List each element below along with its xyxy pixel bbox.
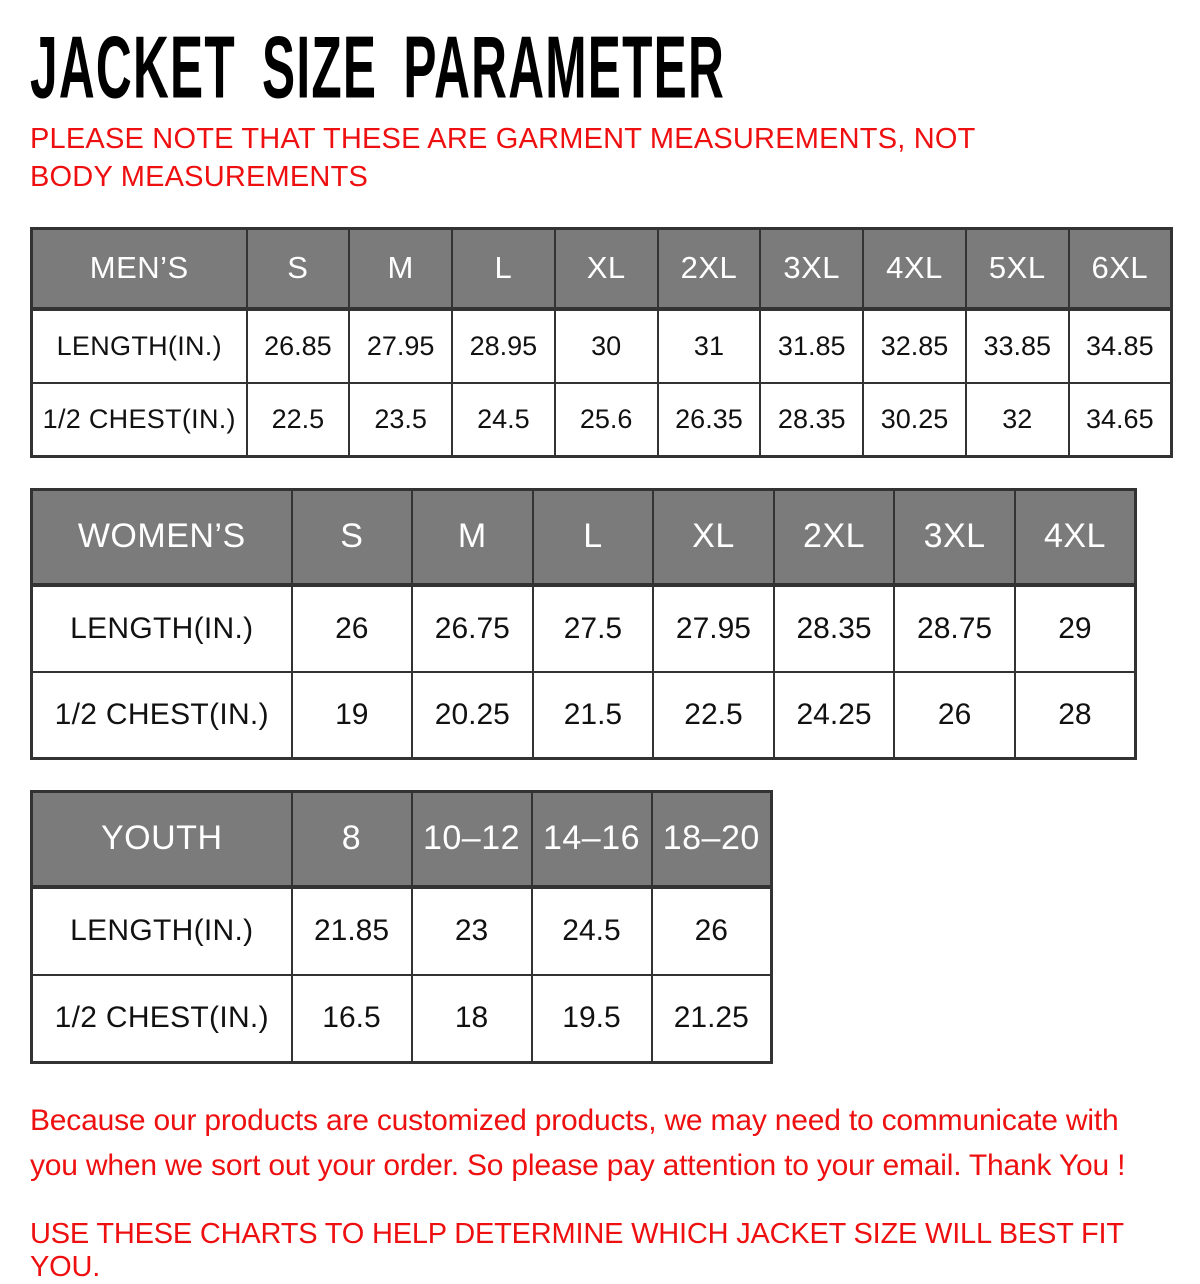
size-header-cell: L xyxy=(533,489,654,585)
table-header-row xyxy=(32,791,772,887)
table-row xyxy=(32,383,1172,457)
size-header-cell: 3XL xyxy=(894,489,1015,585)
table-row xyxy=(32,887,772,975)
size-header-cell: 18–20 xyxy=(652,791,772,887)
page-title: JACKET SIZE PARAMETER xyxy=(30,18,726,117)
measurement-value-cell: 31 xyxy=(658,309,761,383)
size-header-cell: 8 xyxy=(292,791,412,887)
size-header-cell: S xyxy=(247,228,350,309)
measurement-value-cell: 28 xyxy=(1015,672,1136,759)
measurement-label-cell: 1/2 CHEST(IN.) xyxy=(32,975,292,1063)
size-table-mens xyxy=(30,227,1173,458)
measurement-value-cell: 32 xyxy=(966,383,1069,457)
size-header-cell: 4XL xyxy=(1015,489,1136,585)
table-row xyxy=(32,585,1136,672)
size-header-cell: 3XL xyxy=(760,228,863,309)
measurement-value-cell: 28.75 xyxy=(894,585,1015,672)
measurement-value-cell: 30 xyxy=(555,309,658,383)
measurement-value-cell: 24.5 xyxy=(532,887,652,975)
measurement-value-cell: 28.95 xyxy=(452,309,555,383)
table-group-name: MEN’S xyxy=(32,228,247,309)
measurement-value-cell: 23 xyxy=(412,887,532,975)
size-header-cell: 14–16 xyxy=(532,791,652,887)
table-row xyxy=(32,672,1136,759)
measurement-value-cell: 30.25 xyxy=(863,383,966,457)
size-header-cell: XL xyxy=(653,489,774,585)
measurement-value-cell: 25.6 xyxy=(555,383,658,457)
measurement-value-cell: 26 xyxy=(652,887,772,975)
measurement-value-cell: 21.25 xyxy=(652,975,772,1063)
table-row xyxy=(32,975,772,1063)
measurement-label-cell: 1/2 CHEST(IN.) xyxy=(32,383,247,457)
measurement-value-cell: 24.25 xyxy=(774,672,895,759)
size-header-cell: 2XL xyxy=(774,489,895,585)
size-header-cell: S xyxy=(292,489,413,585)
size-tables-container xyxy=(0,227,1200,1064)
footer-communication-note: Because our products are customized products, we may need to communicate with you when we sort out your order. So please pay attention to your email. Thank You ! xyxy=(30,1103,1126,1182)
measurement-value-cell: 19.5 xyxy=(532,975,652,1063)
measurement-value-cell: 26.85 xyxy=(247,309,350,383)
size-header-cell: 6XL xyxy=(1069,228,1172,309)
table-header-row xyxy=(32,489,1136,585)
measurement-value-cell: 29 xyxy=(1015,585,1136,672)
size-header-cell: XL xyxy=(555,228,658,309)
measurement-value-cell: 26 xyxy=(292,585,413,672)
measurement-value-cell: 27.95 xyxy=(653,585,774,672)
size-chart-page xyxy=(0,18,1200,1283)
measurement-value-cell: 26.75 xyxy=(412,585,533,672)
measurement-value-cell: 27.5 xyxy=(533,585,654,672)
size-header-cell: 4XL xyxy=(863,228,966,309)
measurement-value-cell: 24.5 xyxy=(452,383,555,457)
size-header-cell: M xyxy=(349,228,452,309)
measurement-value-cell: 26.35 xyxy=(658,383,761,457)
measurement-value-cell: 31.85 xyxy=(760,309,863,383)
size-header-cell: M xyxy=(412,489,533,585)
measurement-label-cell: LENGTH(IN.) xyxy=(32,309,247,383)
measurement-value-cell: 16.5 xyxy=(292,975,412,1063)
table-group-name: YOUTH xyxy=(32,791,292,887)
size-header-cell: 5XL xyxy=(966,228,1069,309)
measurement-label-cell: 1/2 CHEST(IN.) xyxy=(32,672,292,759)
size-table-womens xyxy=(30,488,1137,760)
measurement-value-cell: 21.85 xyxy=(292,887,412,975)
measurement-value-cell: 28.35 xyxy=(774,585,895,672)
measurement-value-cell: 32.85 xyxy=(863,309,966,383)
table-group-name: WOMEN’S xyxy=(32,489,292,585)
measurement-value-cell: 28.35 xyxy=(760,383,863,457)
size-header-cell: 2XL xyxy=(658,228,761,309)
table-header-row xyxy=(32,228,1172,309)
footer-usage-note: USE THESE CHARTS TO HELP DETERMINE WHICH JACKET SIZE WILL BEST FIT YOU. xyxy=(30,1217,1124,1283)
measurement-value-cell: 22.5 xyxy=(653,672,774,759)
measurement-label-cell: LENGTH(IN.) xyxy=(32,887,292,975)
measurement-value-cell: 19 xyxy=(292,672,413,759)
measurement-value-cell: 34.85 xyxy=(1069,309,1172,383)
measurement-value-cell: 21.5 xyxy=(533,672,654,759)
measurement-value-cell: 34.65 xyxy=(1069,383,1172,457)
size-table-youth xyxy=(30,790,773,1064)
measurement-value-cell: 23.5 xyxy=(349,383,452,457)
size-header-cell: 10–12 xyxy=(412,791,532,887)
measurement-value-cell: 18 xyxy=(412,975,532,1063)
measurement-value-cell: 27.95 xyxy=(349,309,452,383)
garment-measurement-note: PLEASE NOTE THAT THESE ARE GARMENT MEASUREMENTS, NOT BODY MEASUREMENTS xyxy=(30,123,976,194)
measurement-label-cell: LENGTH(IN.) xyxy=(32,585,292,672)
table-row xyxy=(32,309,1172,383)
measurement-value-cell: 20.25 xyxy=(412,672,533,759)
measurement-value-cell: 33.85 xyxy=(966,309,1069,383)
measurement-value-cell: 26 xyxy=(894,672,1015,759)
measurement-value-cell: 22.5 xyxy=(247,383,350,457)
size-header-cell: L xyxy=(452,228,555,309)
